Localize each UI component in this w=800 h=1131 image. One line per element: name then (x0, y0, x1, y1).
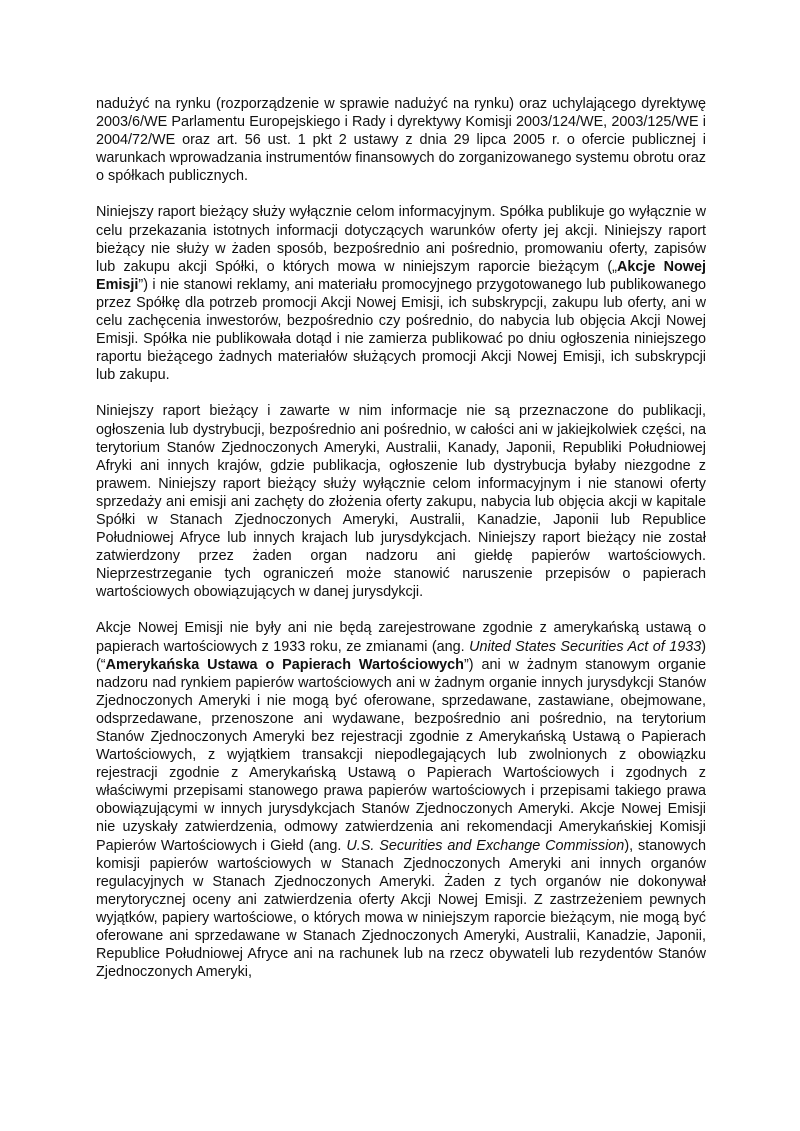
paragraph-text: ), stanowych komisji papierów wartościowych w Stanach Zjednoczonych Ameryki ani innych organów regulacyjnych w Stanach Zjednoczonych Ameryki. Żaden z tych organów nie dokonywał merytorycznej oceny ani zatwierdzenia oferty Akcji Nowej Emisji. Z zastrzeżeniem pewnych wyjątków, papiery wartościowe, o których mowa w niniejszym raporcie bieżącym, nie mogą być oferowane ani sprzedawane w Stanach Zjednoczonych Ameryki, Australii, Kanadzie, Japonii, Republice Południowej Afryce ani na rachunek lub na rzecz obywateli lub rezydentów Stanów Zjednoczonych Ameryki, (96, 837, 706, 981)
paragraph-text: Niniejszy raport bieżący służy wyłącznie celom informacyjnym. Spółka publikuje go wyłącznie w celu przekazania istotnych informacji dotyczących warunków oferty jej akcji. Niniejszy raport bieżący nie służy w żaden sposób, bezpośrednio ani pośrednio, promowaniu oferty, zapisów lub zakupu akcji Spółki, o których mowa w niniejszym raporcie bieżącym („ (96, 204, 706, 275)
defined-term: Amerykańska Ustawa o Papierach Wartościowych (105, 656, 464, 673)
defined-term: Akcje Nowej Emisji (96, 258, 707, 293)
paragraph-distribution-restrictions (96, 402, 706, 601)
paragraph-informational-purpose (96, 203, 706, 384)
paragraph-text: ) (“ (96, 638, 706, 673)
paragraph-legal-basis (96, 95, 706, 185)
paragraph-text: Akcje Nowej Emisji nie były ani nie będą zarejestrowane zgodnie z amerykańską ustawą o papierach wartościowych z 1933 roku, ze zmianami (ang. (96, 620, 706, 655)
document-page (96, 95, 706, 999)
paragraph-text: Niniejszy raport bieżący i zawarte w nim informacje nie są przeznaczone do publikacji, ogłoszenia lub dystrybucji, bezpośrednio ani pośrednio, w całości ani w jakiejkolwiek części, na terytorium Stanów Zjednoczonych Ameryki, Australii, Kanady, Japonii, Republiki Południowej Afryki ani innych krajów, gdzie publikacja, ogłoszenie lub dystrybucja byłaby niezgodne z prawem. Niniejszy raport bieżący służy wyłącznie celom informacyjnym i nie stanowi oferty sprzedaży ani emisji ani zachęty do złożenia oferty zakupu, nabycia lub objęcia akcji w kapitale Spółki w Stanach Zjednoczonych Ameryki, Australii, Kanadzie, Japonii lub Republice Południowej Afryce lub innych krajach lub jurysdykcjach. Niniejszy raport bieżący nie został zatwierdzony przez żaden organ nadzoru ani giełdę papierów wartościowych. Nieprzestrzeganie tych ograniczeń może stanowić naruszenie przepisów o papierach wartościowych obowiązujących w danej jurysdykcji. (96, 403, 706, 601)
italic-term: United States Securities Act of 1933 (469, 638, 702, 655)
paragraph-text: nadużyć na rynku (rozporządzenie w sprawie nadużyć na rynku) oraz uchylającego dyrektywę 2003/6/WE Parlamentu Europejskiego i Rady i dyrektywy Komisji 2003/124/WE, 2003/125/WE i 2004/72/WE oraz art. 56 ust. 1 pkt 2 ustawy z dnia 29 lipca 2005 r. o ofercie publicznej i warunkach wprowadzania instrumentów finansowych do zorganizowanego systemu obrotu oraz o spółkach publicznych. (96, 96, 706, 185)
italic-term: U.S. Securities and Exchange Commission (346, 837, 625, 854)
paragraph-text: ”) ani w żadnym stanowym organie nadzoru nad rynkiem papierów wartościowych ani w żadnym organie innych jurysdykcji Stanów Zjednoczonych Ameryki i nie mogą być oferowane, sprzedawane, zastawiane, obejmowane, odsprzedawane, przenoszone ani wydawane, bezpośrednio ani pośrednio, na terytorium Stanów Zjednoczonych Ameryki bez rejestracji zgodnie z Amerykańską Ustawą o Papierach Wartościowych, z wyjątkiem transakcji niepodlegających lub zwolnionych z obowiązku rejestracji zgodnie z Amerykańską Ustawą o Papierach Wartościowych i zgodnych z właściwymi przepisami stanowego prawa papierów wartościowych i przepisami takiego prawa obowiązującymi w innych jurysdykcjach Stanów Zjednoczonych Ameryki. Akcje Nowej Emisji nie uzyskały zatwierdzenia, odmowy zatwierdzenia ani rekomendacji Amerykańskiej Komisji Papierów Wartościowych i Giełd (ang. (96, 656, 706, 854)
paragraph-text: ”) i nie stanowi reklamy, ani materiału promocyjnego przygotowanego lub publikowanego przez Spółkę dla potrzeb promocji Akcji Nowej Emisji, ich subskrypcji, zakupu lub oferty, ani w celu zachęcenia inwestorów, bezpośrednio czy pośrednio, do nabycia lub objęcia Akcji Nowej Emisji. Spółka nie publikowała dotąd i nie zamierza publikować po dniu ogłoszenia niniejszego raportu bieżącego żadnych materiałów służących promocji Akcji Nowej Emisji, ich subskrypcji lub zakupu. (96, 276, 706, 384)
paragraph-us-securities-act (96, 619, 706, 981)
